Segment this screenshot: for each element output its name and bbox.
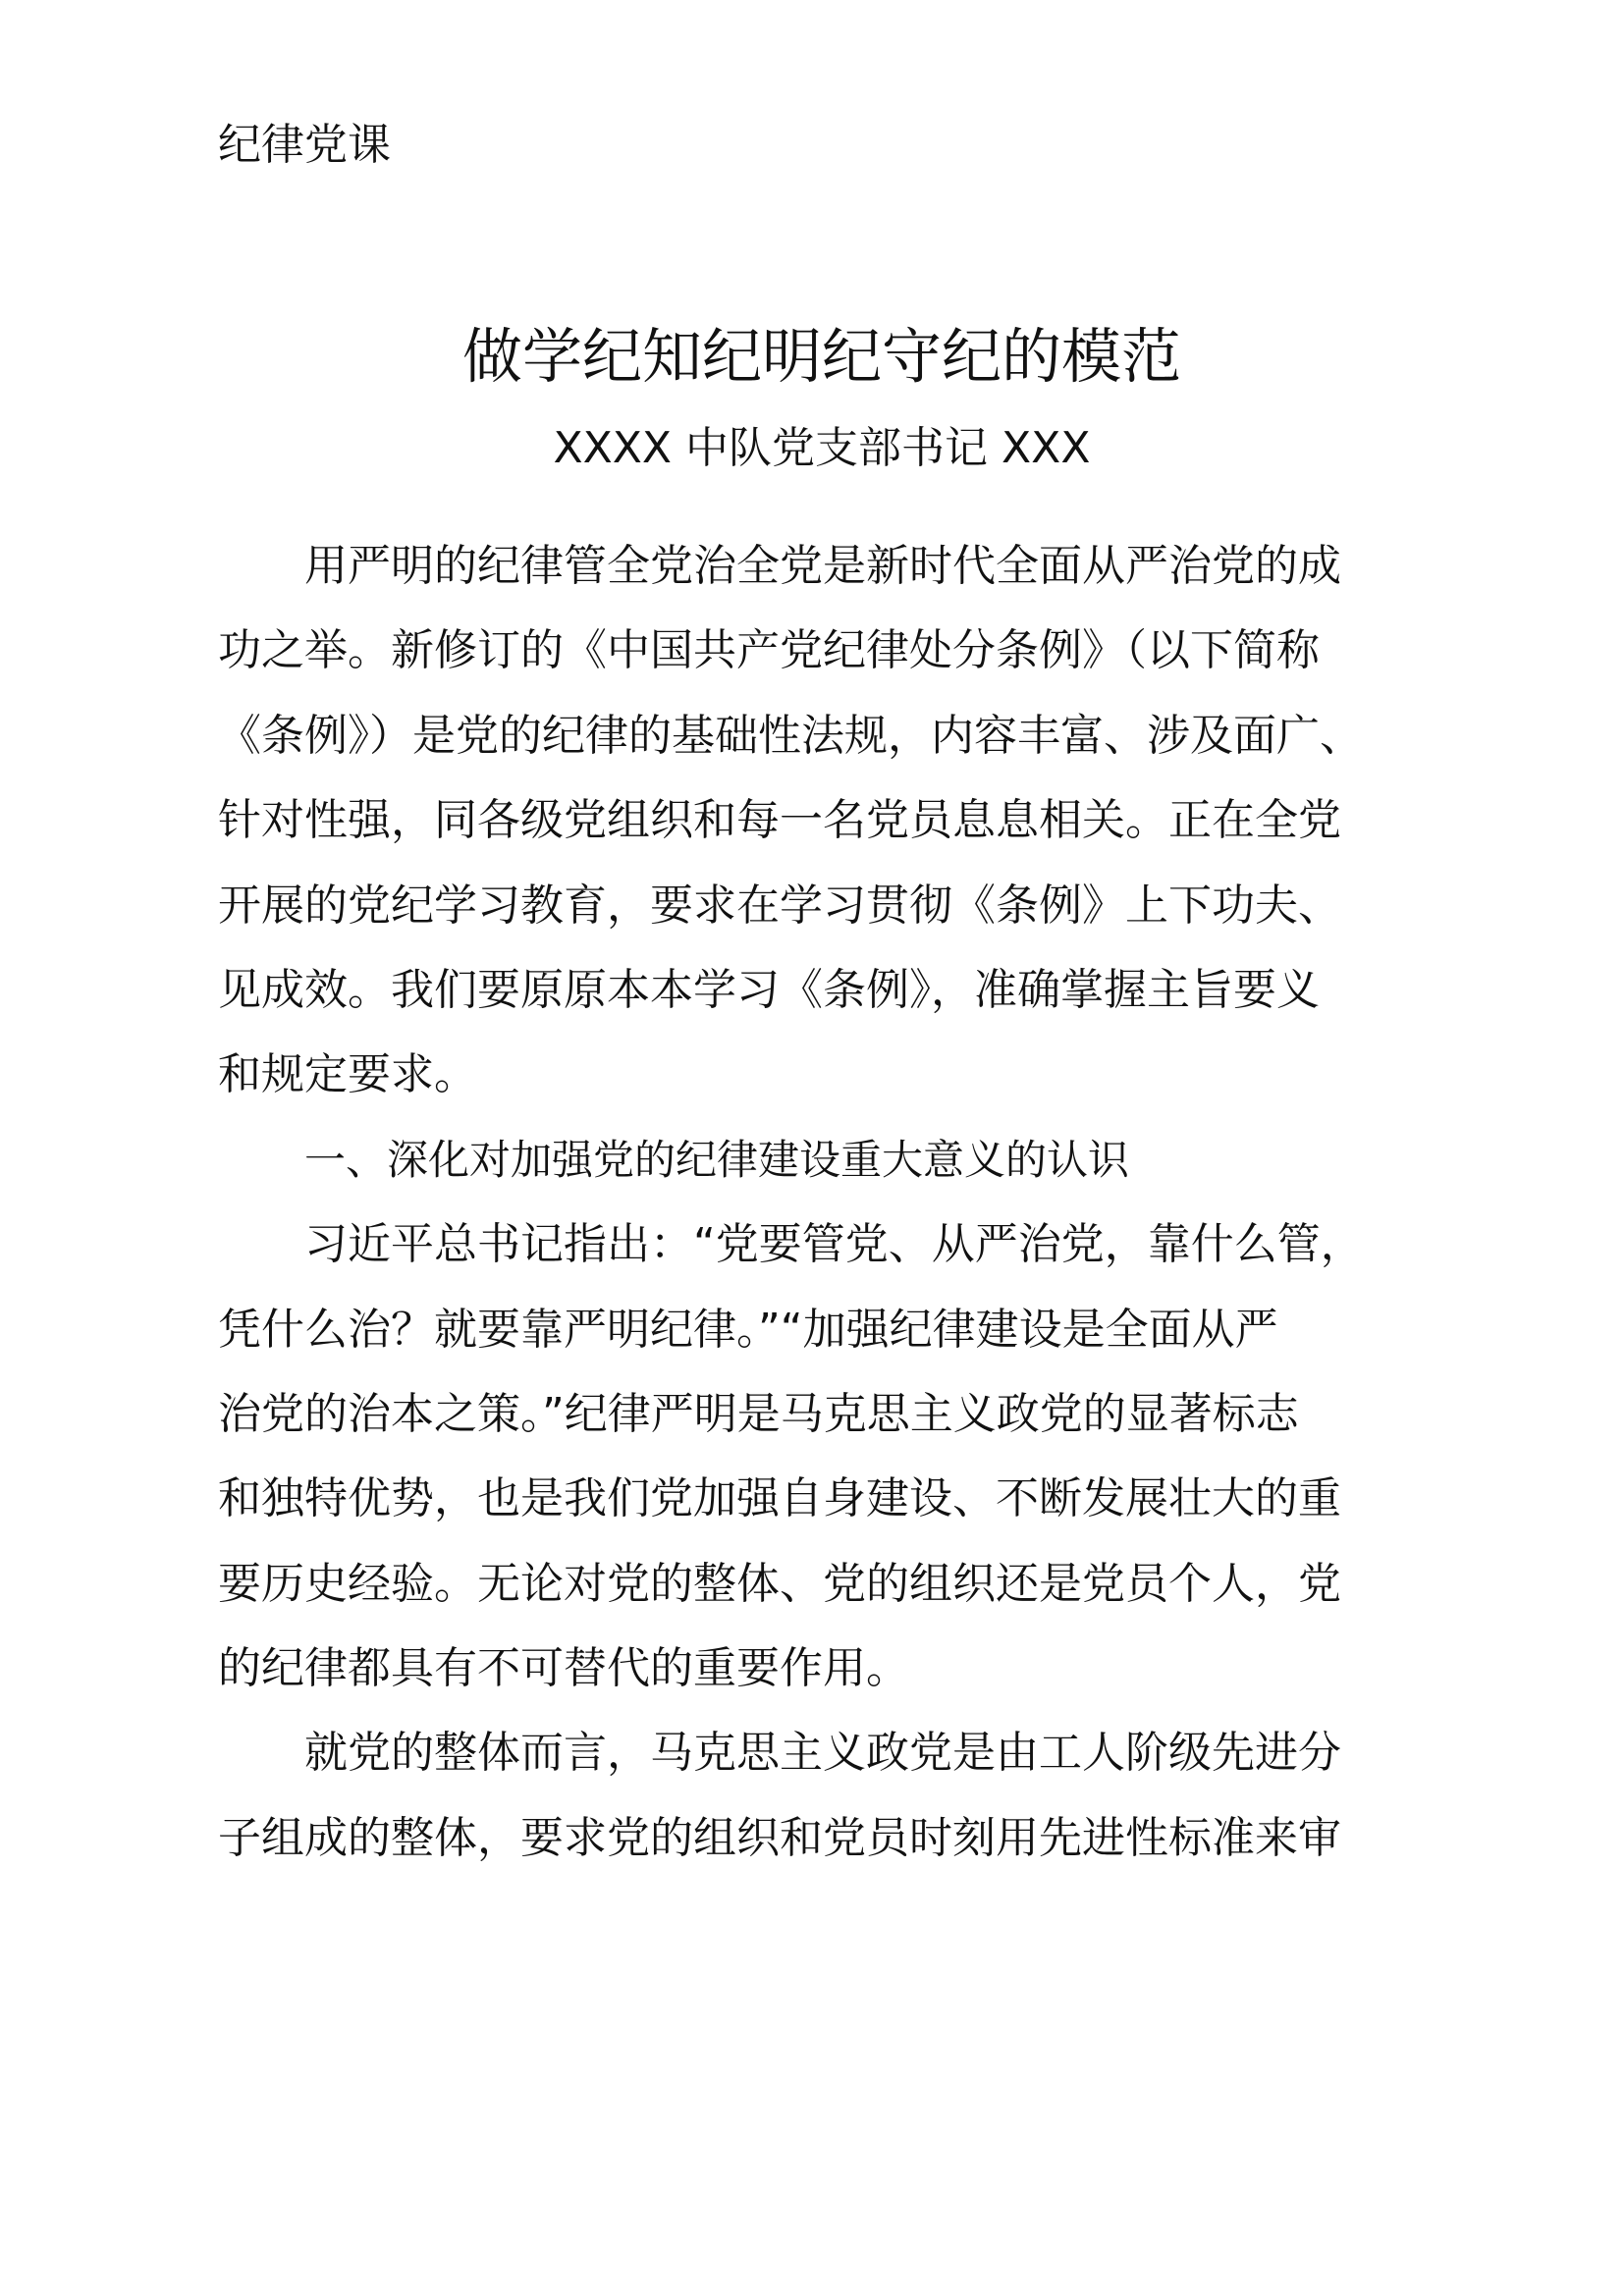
paragraph-line: 和规定要求。	[218, 1049, 477, 1100]
paragraph-line: 和独特优势，也是我们党加强自身建设、不断发展壮大的重	[218, 1473, 1341, 1524]
document-body	[218, 524, 1455, 1881]
document-title: 做学纪知纪明纪守纪的模范	[461, 322, 1181, 392]
document-author-line: XXXX 中队党支部书记 XXX	[553, 423, 1091, 473]
paragraph-line: 就党的整体而言，马克思主义政党是由工人阶级先进分	[304, 1728, 1341, 1779]
paragraph-line: 凭什么治？就要靠严明纪律。”“加强纪律建设是全面从严	[218, 1304, 1278, 1355]
paragraph-line: 要历史经验。无论对党的整体、党的组织还是党员个人，党	[218, 1558, 1341, 1609]
paragraph-line: 子组成的整体，要求党的组织和党员时刻用先进性标准来审	[218, 1812, 1341, 1863]
paragraph-line: 治党的治本之策。”纪律严明是马克思主义政党的显著标志	[218, 1388, 1299, 1439]
paragraph-line: 用严明的纪律管全党治全党是新时代全面从严治党的成	[304, 541, 1341, 591]
paragraph-line: 习近平总书记指出：“党要管党、从严治党，靠什么管，	[304, 1219, 1364, 1270]
paragraph-line: 开展的党纪学习教育，要求在学习贯彻《条例》上下功夫、	[218, 880, 1341, 931]
paragraph-line: 《条例》）是党的纪律的基础性法规，内容丰富、涉及面广、	[218, 710, 1363, 761]
paragraph-line: 针对性强，同各级党组织和每一名党员息息相关。正在全党	[218, 795, 1341, 846]
section-heading: 一、深化对加强党的纪律建设重大意义的认识	[304, 1135, 1130, 1184]
paragraph-line: 功之举。新修订的《中国共产党纪律处分条例》（以下简称	[218, 625, 1320, 676]
paragraph-line: 的纪律都具有不可替代的重要作用。	[218, 1643, 909, 1694]
paragraph-line: 见成效。我们要原原本本学习《条例》，准确掌握主旨要义	[218, 964, 1320, 1015]
document-category-label: 纪律党课	[218, 120, 391, 170]
